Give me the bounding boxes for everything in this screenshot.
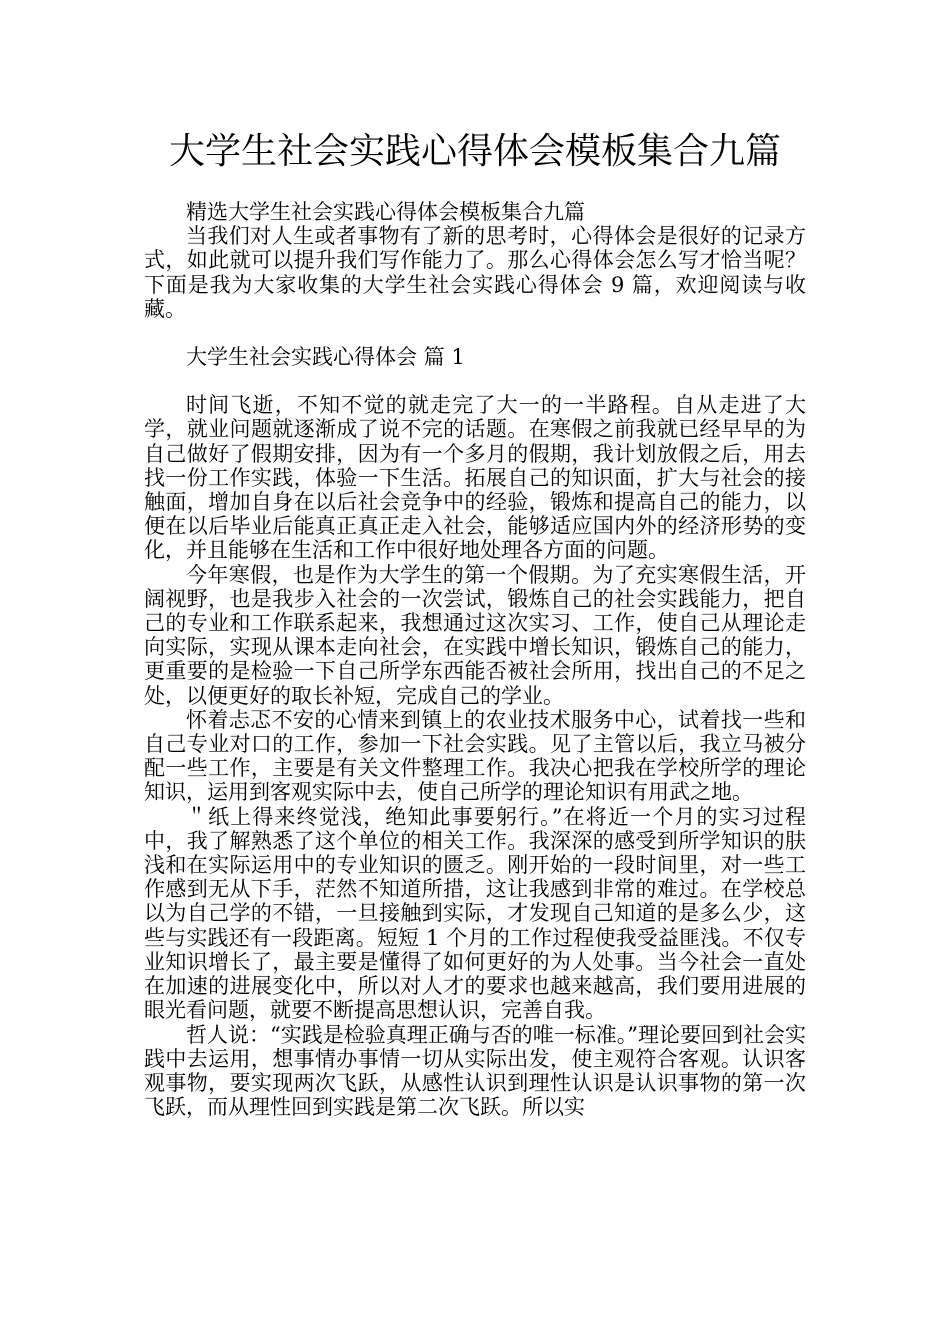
intro-paragraph: 当我们对人生或者事物有了新的思考时，心得体会是很好的记录方式，如此就可以提升我们写作能力了。那么心得体会怎么写才恰当呢？下面是我为大家收集的大学生社会实践心得体会 9 篇，欢迎阅读与收藏。: [144, 224, 806, 321]
body-paragraph: 哲人说：“实践是检验真理正确与否的唯一标准。”理论要回到社会实践中去运用，想事情办事情一切从实际出发，使主观符合客观。认识客观事物，要实现两次飞跃，从感性认识到理性认识是认识事物的第一次飞跃，而从理性回到实践是第二次飞跃。所以实: [144, 1022, 806, 1120]
intro-line: 精选大学生社会实践心得体会模板集合九篇: [186, 200, 585, 224]
body-paragraph: 时间飞逝，不知不觉的就走完了大一的一半路程。自从走进了大学，就业问题就逐渐成了说不完的话题。在寒假之前我就已经早早的为自己做好了假期安排，因为有一个多月的假期，我计划放假之后，用去找一份工作实践，体验一下生活。拓展自己的知识面，扩大与社会的接触面，增加自身在以后社会竞争中的经验，锻炼和提高自己的能力，以便在以后毕业后能真正真正走入社会，能够适应国内外的经济形势的变化，并且能够在生活和工作中很好地处理各方面的问题。: [144, 393, 806, 563]
body-paragraph: 今年寒假，也是作为大学生的第一个假期。为了充实寒假生活，开阔视野，也是我步入社会的一次尝试，锻炼自己的社会实践能力，把自己的专业和工作联系起来，我想通过这次实习、工作，使自己从理论走向实际，实现从课本走向社会，在实践中增长知识，锻炼自己的能力，更重要的是检验一下自己所学东西能否被社会所用，找出自己的不足之处，以便更好的取长补短，完成自己的学业。: [144, 562, 806, 708]
document-body: [144, 200, 806, 1119]
section-heading: 大学生社会实践心得体会 篇 1: [186, 345, 465, 370]
document-title: 大学生社会实践心得体会模板集合九篇: [168, 131, 781, 172]
body-paragraph: ＂纸上得来终觉浅，绝知此事要躬行。”在将近一个月的实习过程中，我了解熟悉了这个单位的相关工作。我深深的感受到所学知识的肤浅和在实际运用中的专业知识的匮乏。刚开始的一段时间里，对一些工作感到无从下手，茫然不知道所措，这让我感到非常的难过。在学校总以为自己学的不错，一旦接触到实际，才发现自己知道的是多么少，这些与实践还有一段距离。短短 1 个月的工作过程使我受益匪浅。不仅专业知识增长了，最主要是懂得了如何更好的为人处事。当今社会一直处在加速的进展变化中，所以对人才的要求也越来越高，我们要用进展的眼光看问题，就要不断提高思想认识，完善自我。: [144, 804, 806, 1023]
body-paragraph: 怀着忐忑不安的心情来到镇上的农业技术服务中心，试着找一些和自己专业对口的工作，参加一下社会实践。见了主管以后，我立马被分配一些工作，主要是有关文件整理工作。我决心把我在学校所学的理论知识，运用到客观实际中去，使自己所学的理论知识有用武之地。: [144, 707, 806, 805]
